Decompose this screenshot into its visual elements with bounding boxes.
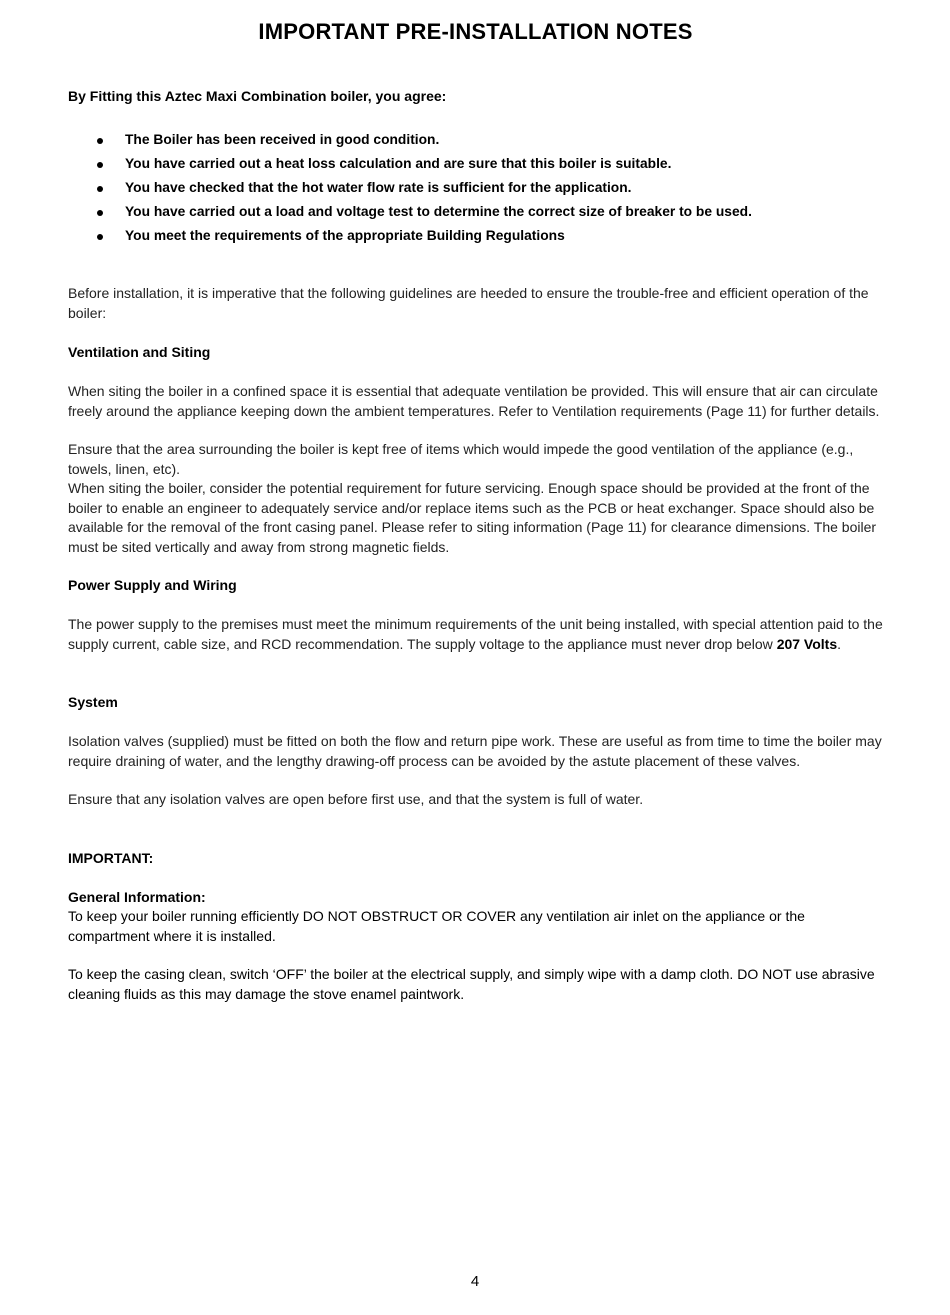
list-item [68, 225, 752, 249]
list-item [68, 201, 752, 225]
page-title: IMPORTANT PRE-INSTALLATION NOTES [258, 19, 693, 44]
minimum-voltage: 207 Volts [776, 635, 838, 652]
ventilation-paragraph-3: When siting the boiler, consider the potential requirement for future servicing. Enough space should be provided at the front of the boiler to enable an engineer to adequately service and/or replace items such as the PCB or heat exchanger. Space should also be available for the removal of the front casing panel. Please refer to siting information (Page 11) for clearance dimensions. The boiler must be sited vertically and away from strong magnetic fields. [68, 480, 877, 555]
important-heading: IMPORTANT: [68, 850, 154, 866]
agreement-text: The Boiler has been received in good condition. [125, 132, 440, 147]
ventilation-heading: Ventilation and Siting [68, 344, 211, 360]
list-item [68, 153, 752, 177]
power-text: The power supply to the premises must meet the minimum requirements of the unit being installed, with special attention paid to the supply current, cable size, and RCD recommendation. The supply voltage to the appliance must never drop below [68, 616, 883, 652]
bullet-icon [97, 162, 103, 168]
power-text-end: . [837, 635, 842, 652]
power-heading: Power Supply and Wiring [68, 577, 237, 593]
agreement-text: You meet the requirements of the appropriate Building Regulations [125, 228, 565, 243]
agreement-list [68, 129, 752, 249]
agreement-text: You have carried out a load and voltage test to determine the correct size of breaker to be used. [125, 204, 752, 219]
list-item [68, 177, 752, 201]
page-number: 4 [470, 1273, 480, 1290]
general-information-paragraph-2: To keep the casing clean, switch ‘OFF’ the boiler at the electrical supply, and simply wipe with a damp cloth. DO NOT use abrasive cleaning fluids as this may damage the stove enamel paintwork. [68, 966, 875, 1002]
bullet-icon [97, 234, 103, 240]
system-paragraph-2: Ensure that any isolation valves are open before first use, and that the system is full of water. [68, 791, 644, 807]
bullet-icon [97, 210, 103, 216]
power-paragraph [68, 615, 883, 654]
list-item [68, 129, 752, 153]
bullet-icon [97, 186, 103, 192]
bullet-icon [97, 138, 103, 144]
ventilation-paragraph-1: When siting the boiler in a confined space it is essential that adequate ventilation be provided. This will ensure that air can circulate freely around the appliance keeping down the ambient temperatures. Refer to Ventilation requirements (Page 11) for further details. [68, 383, 880, 419]
system-heading: System [68, 694, 118, 710]
ventilation-paragraph-2: Ensure that the area surrounding the boiler is kept free of items which would impede the good ventilation of the appliance (e.g., towels, linen, etc). [68, 441, 854, 477]
general-information-paragraph-1: To keep your boiler running efficiently DO NOT OBSTRUCT OR COVER any ventilation air inlet on the appliance or the compartment where it is installed. [68, 908, 805, 944]
system-paragraph-1: Isolation valves (supplied) must be fitted on both the flow and return pipe work. These are useful as from time to time the boiler may require draining of water, and the lengthy drawing-off process can be avoided by the astute placement of these valves. [68, 733, 882, 769]
agreement-intro: By Fitting this Aztec Maxi Combination boiler, you agree: [68, 88, 447, 104]
agreement-text: You have carried out a heat loss calculation and are sure that this boiler is suitable. [125, 156, 672, 171]
general-information-heading: General Information: [68, 889, 206, 905]
before-installation-paragraph: Before installation, it is imperative that the following guidelines are heeded to ensure the trouble-free and efficient operation of the boiler: [68, 285, 869, 321]
agreement-text: You have checked that the hot water flow rate is sufficient for the application. [125, 180, 632, 195]
